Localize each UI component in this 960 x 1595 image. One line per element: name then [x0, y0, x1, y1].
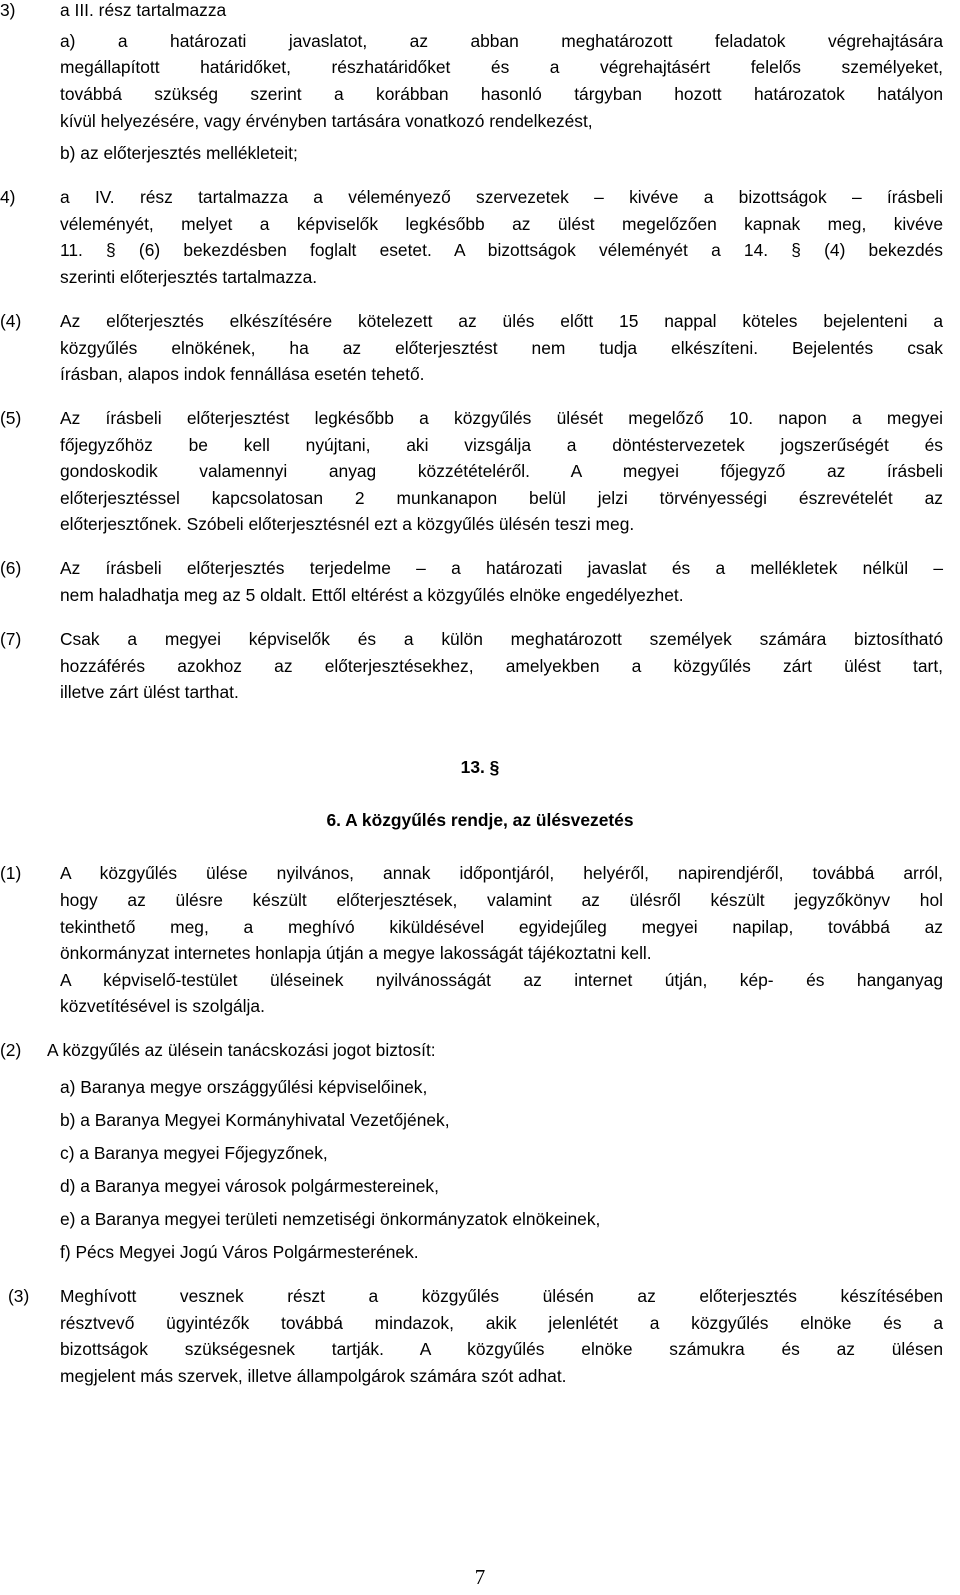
- paragraph-5-line: gondoskodik valamennyi anyag közzétételéről. A megyei főjegyző az írásbeli: [60, 461, 943, 481]
- item-3-intro: a III. rész tartalmazza: [60, 0, 227, 20]
- paragraph-3-line: bizottságok szükségesnek tartják. A közgyűlés elnöke számukra és az ülésen: [60, 1339, 943, 1359]
- paragraph-3-line: résztvevő ügyintézők továbbá mindazok, akik jelenlétét a közgyűlés elnöke és a: [60, 1313, 943, 1333]
- paragraph-4-line: közgyűlés elnökének, ha az előterjesztést nem tudja elkészíteni. Bejelentés csak: [60, 338, 943, 358]
- item-3-a-line: a) a határozati javaslatot, az abban meghatározott feladatok végrehajtására: [60, 31, 943, 51]
- paragraph-2-list-item: a) Baranya megye országgyűlési képviselőinek,: [60, 1077, 428, 1097]
- paragraph-2-list-item: e) a Baranya megyei területi nemzetiségi önkormányzatok elnökeinek,: [60, 1209, 601, 1229]
- paragraph-5-line: előterjesztőnek. Szóbeli előterjesztésnél ezt a közgyűlés ülésén teszi meg.: [60, 514, 635, 534]
- paragraph-6-line: nem haladhatja meg az 5 oldalt. Ettől eltérést a közgyűlés elnöke engedélyezhet.: [60, 585, 684, 605]
- paragraph-7-line: Csak a megyei képviselők és a külön meghatározott személyek számára biztosítható: [60, 629, 943, 649]
- paragraph-1-line: önkormányzat internetes honlapja útján a megye lakosságát tájékoztatni kell.: [60, 943, 652, 963]
- paragraph-6-number: (6): [0, 558, 22, 578]
- paragraph-5-line: főjegyzőhöz be kell nyújtani, aki vizsgálja a döntéstervezetek jogszerűségét és: [60, 435, 943, 455]
- paragraph-1-line: tekinthető meg, a meghívó kiküldésével egyidejűleg megyei napilap, továbbá az: [60, 917, 943, 937]
- paragraph-1-line: A közgyűlés ülése nyilvános, annak időpontjáról, helyéről, napirendjéről, továbbá arról,: [60, 863, 943, 883]
- paragraph-3-number: (3): [8, 1286, 30, 1306]
- paragraph-4-line: írásban, alapos indok fennállása esetén tehető.: [60, 364, 425, 384]
- paragraph-1-number: (1): [0, 863, 22, 883]
- item-3-a-line: kívül helyezésére, vagy érvényben tartására vonatkozó rendelkezést,: [60, 111, 593, 131]
- paragraph-5-line: Az írásbeli előterjesztést legkésőbb a közgyűlés ülését megelőző 10. napon a megyei: [60, 408, 943, 428]
- paragraph-7-line: illetve zárt ülést tarthat.: [60, 682, 239, 702]
- paragraph-6-line: Az írásbeli előterjesztés terjedelme – a határozati javaslat és a mellékletek nélkül –: [60, 558, 943, 578]
- paragraph-7-number: (7): [0, 629, 22, 649]
- paragraph-5-line: előterjesztéssel kapcsolatosan 2 munkanapon belül jelzi törvényességi észrevételét az: [60, 488, 943, 508]
- paragraph-1-line: közvetítésével is szolgálja.: [60, 996, 265, 1016]
- paragraph-2-number: (2): [0, 1040, 22, 1060]
- section-title: 6. A közgyűlés rendje, az ülésvezetés: [326, 810, 634, 830]
- item-3-a-line: megállapított határidőket, részhatáridőket és a végrehajtásért felelős személyeket,: [60, 57, 943, 77]
- item-4-line: szerinti előterjesztés tartalmazza.: [60, 267, 318, 287]
- paragraph-3-line: megjelent más szervek, illetve állampolgárok számára szót adhat.: [60, 1366, 567, 1386]
- item-4-line: a IV. rész tartalmazza a véleményező szervezetek – kivéve a bizottságok – írásbeli: [60, 187, 943, 207]
- paragraph-7-line: hozzáférés azokhoz az előterjesztésekhez, amelyekben a közgyűlés zárt ülést tart,: [60, 656, 943, 676]
- paragraph-2-list-item: d) a Baranya megyei városok polgármestereinek,: [60, 1176, 439, 1196]
- paragraph-4-number: (4): [0, 311, 22, 331]
- item-4-line: 11. § (6) bekezdésben foglalt esetet. A bizottságok véleményét a 14. § (4) bekezdés: [60, 240, 943, 260]
- paragraph-2-list-item: f) Pécs Megyei Jogú Város Polgármesterének.: [60, 1242, 419, 1262]
- page-number: 7: [474, 1565, 486, 1589]
- paragraph-1-line: A képviselő-testület üléseinek nyilvánosságát az internet útján, kép- és hanganyag: [60, 970, 943, 990]
- paragraph-2-list-item: b) a Baranya Megyei Kormányhivatal Vezetőjének,: [60, 1110, 450, 1130]
- item-4-line: véleményét, melyet a képviselők legkésőbb az ülést megelőzően kapnak meg, kivéve: [60, 214, 943, 234]
- section-number: 13. §: [460, 757, 500, 777]
- paragraph-4-line: Az előterjesztés elkészítésére kötelezett az ülés előtt 15 nappal köteles bejelenteni a: [60, 311, 943, 331]
- paragraph-1-line: hogy az ülésre készült előterjesztések, valamint az ülésről készült jegyzőkönyv hol: [60, 890, 943, 910]
- item-3-a-line: továbbá szükség szerint a korábban hasonló tárgyban hozott határozatok hatályon: [60, 84, 943, 104]
- paragraph-2-list-item: c) a Baranya megyei Főjegyzőnek,: [60, 1143, 328, 1163]
- paragraph-3-line: Meghívott vesznek részt a közgyűlés ülésén az előterjesztés készítésében: [60, 1286, 943, 1306]
- item-3-b: b) az előterjesztés mellékleteit;: [60, 143, 298, 163]
- item-3-number: 3): [0, 0, 16, 20]
- item-4-number: 4): [0, 187, 16, 207]
- paragraph-2-intro: A közgyűlés az ülésein tanácskozási jogot biztosít:: [47, 1040, 436, 1060]
- paragraph-5-number: (5): [0, 408, 22, 428]
